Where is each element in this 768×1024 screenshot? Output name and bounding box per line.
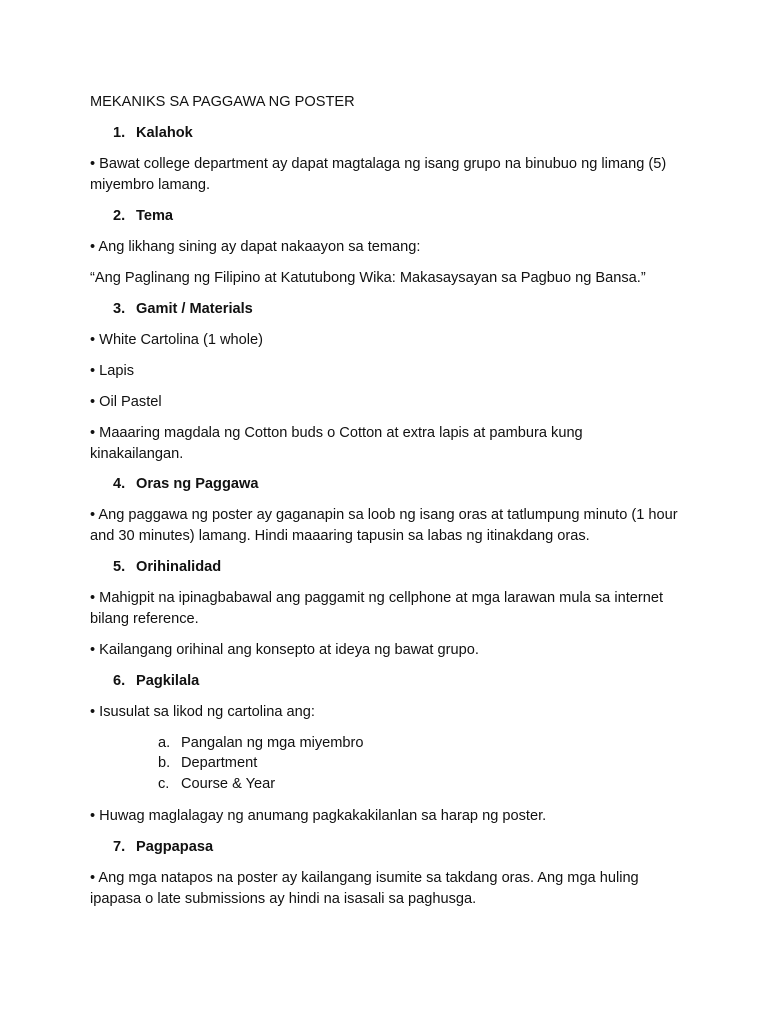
material-item: • Maaaring magdala ng Cotton buds o Cotton at extra lapis at pambura kung kinakailangan.	[90, 425, 583, 462]
paragraph-orihinalidad: • Mahigpit na ipinagbabawal ang paggamit ng cellphone at mga larawan mula sa internet bilang reference.	[90, 590, 664, 627]
paragraph-tema-intro: • Ang likhang sining ay dapat nakaayon sa temang:	[90, 239, 421, 255]
section-heading-pagkilala: 6. Pagkilala	[113, 673, 200, 689]
paragraph-kalahok: • Bawat college department ay dapat magtalaga ng isang grupo na binubuo ng limang (5) miyembro lamang.	[90, 156, 667, 193]
material-item: • Oil Pastel	[90, 394, 162, 410]
section-heading-orihinalidad: 5. Orihinalidad	[113, 559, 222, 575]
material-item: • Lapis	[90, 363, 135, 379]
paragraph-pagkilala-intro: • Isusulat sa likod ng cartolina ang:	[90, 704, 315, 720]
paragraph-orihinalidad: • Kailangang orihinal ang konsepto at ideya ng bawat grupo.	[90, 642, 479, 658]
list-item: c. Course & Year	[158, 776, 276, 792]
section-heading-materials: 3. Gamit / Materials	[113, 301, 253, 317]
document-title: MEKANIKS SA PAGGAWA NG POSTER	[90, 94, 355, 110]
list-item: b. Department	[158, 755, 258, 771]
paragraph-pagkilala-after: • Huwag maglalagay ng anumang pagkakakilanlan sa harap ng poster.	[90, 808, 547, 824]
paragraph-pagpapasa: • Ang mga natapos na poster ay kailangang isumite sa takdang oras. Ang mga huling ipapasa o late submissions ay hindi na isasali sa paghusga.	[90, 870, 639, 907]
paragraph-tema-quote: “Ang Paglinang ng Filipino at Katutubong Wika: Makasaysayan sa Pagbuo ng Bansa.”	[90, 270, 646, 286]
material-item: • White Cartolina (1 whole)	[90, 332, 264, 348]
section-heading-tema: 2. Tema	[113, 208, 174, 224]
section-heading-kalahok: 1. Kalahok	[113, 125, 193, 141]
paragraph-oras: • Ang paggawa ng poster ay gaganapin sa loob ng isang oras at tatlumpung minuto (1 hour and 30 minutes) lamang. Hindi maaaring tapusin sa labas ng itinakdang oras.	[90, 507, 678, 544]
section-heading-pagpapasa: 7. Pagpapasa	[113, 839, 214, 855]
list-item: a. Pangalan ng mga miyembro	[158, 735, 364, 751]
section-heading-oras: 4. Oras ng Paggawa	[113, 476, 259, 492]
